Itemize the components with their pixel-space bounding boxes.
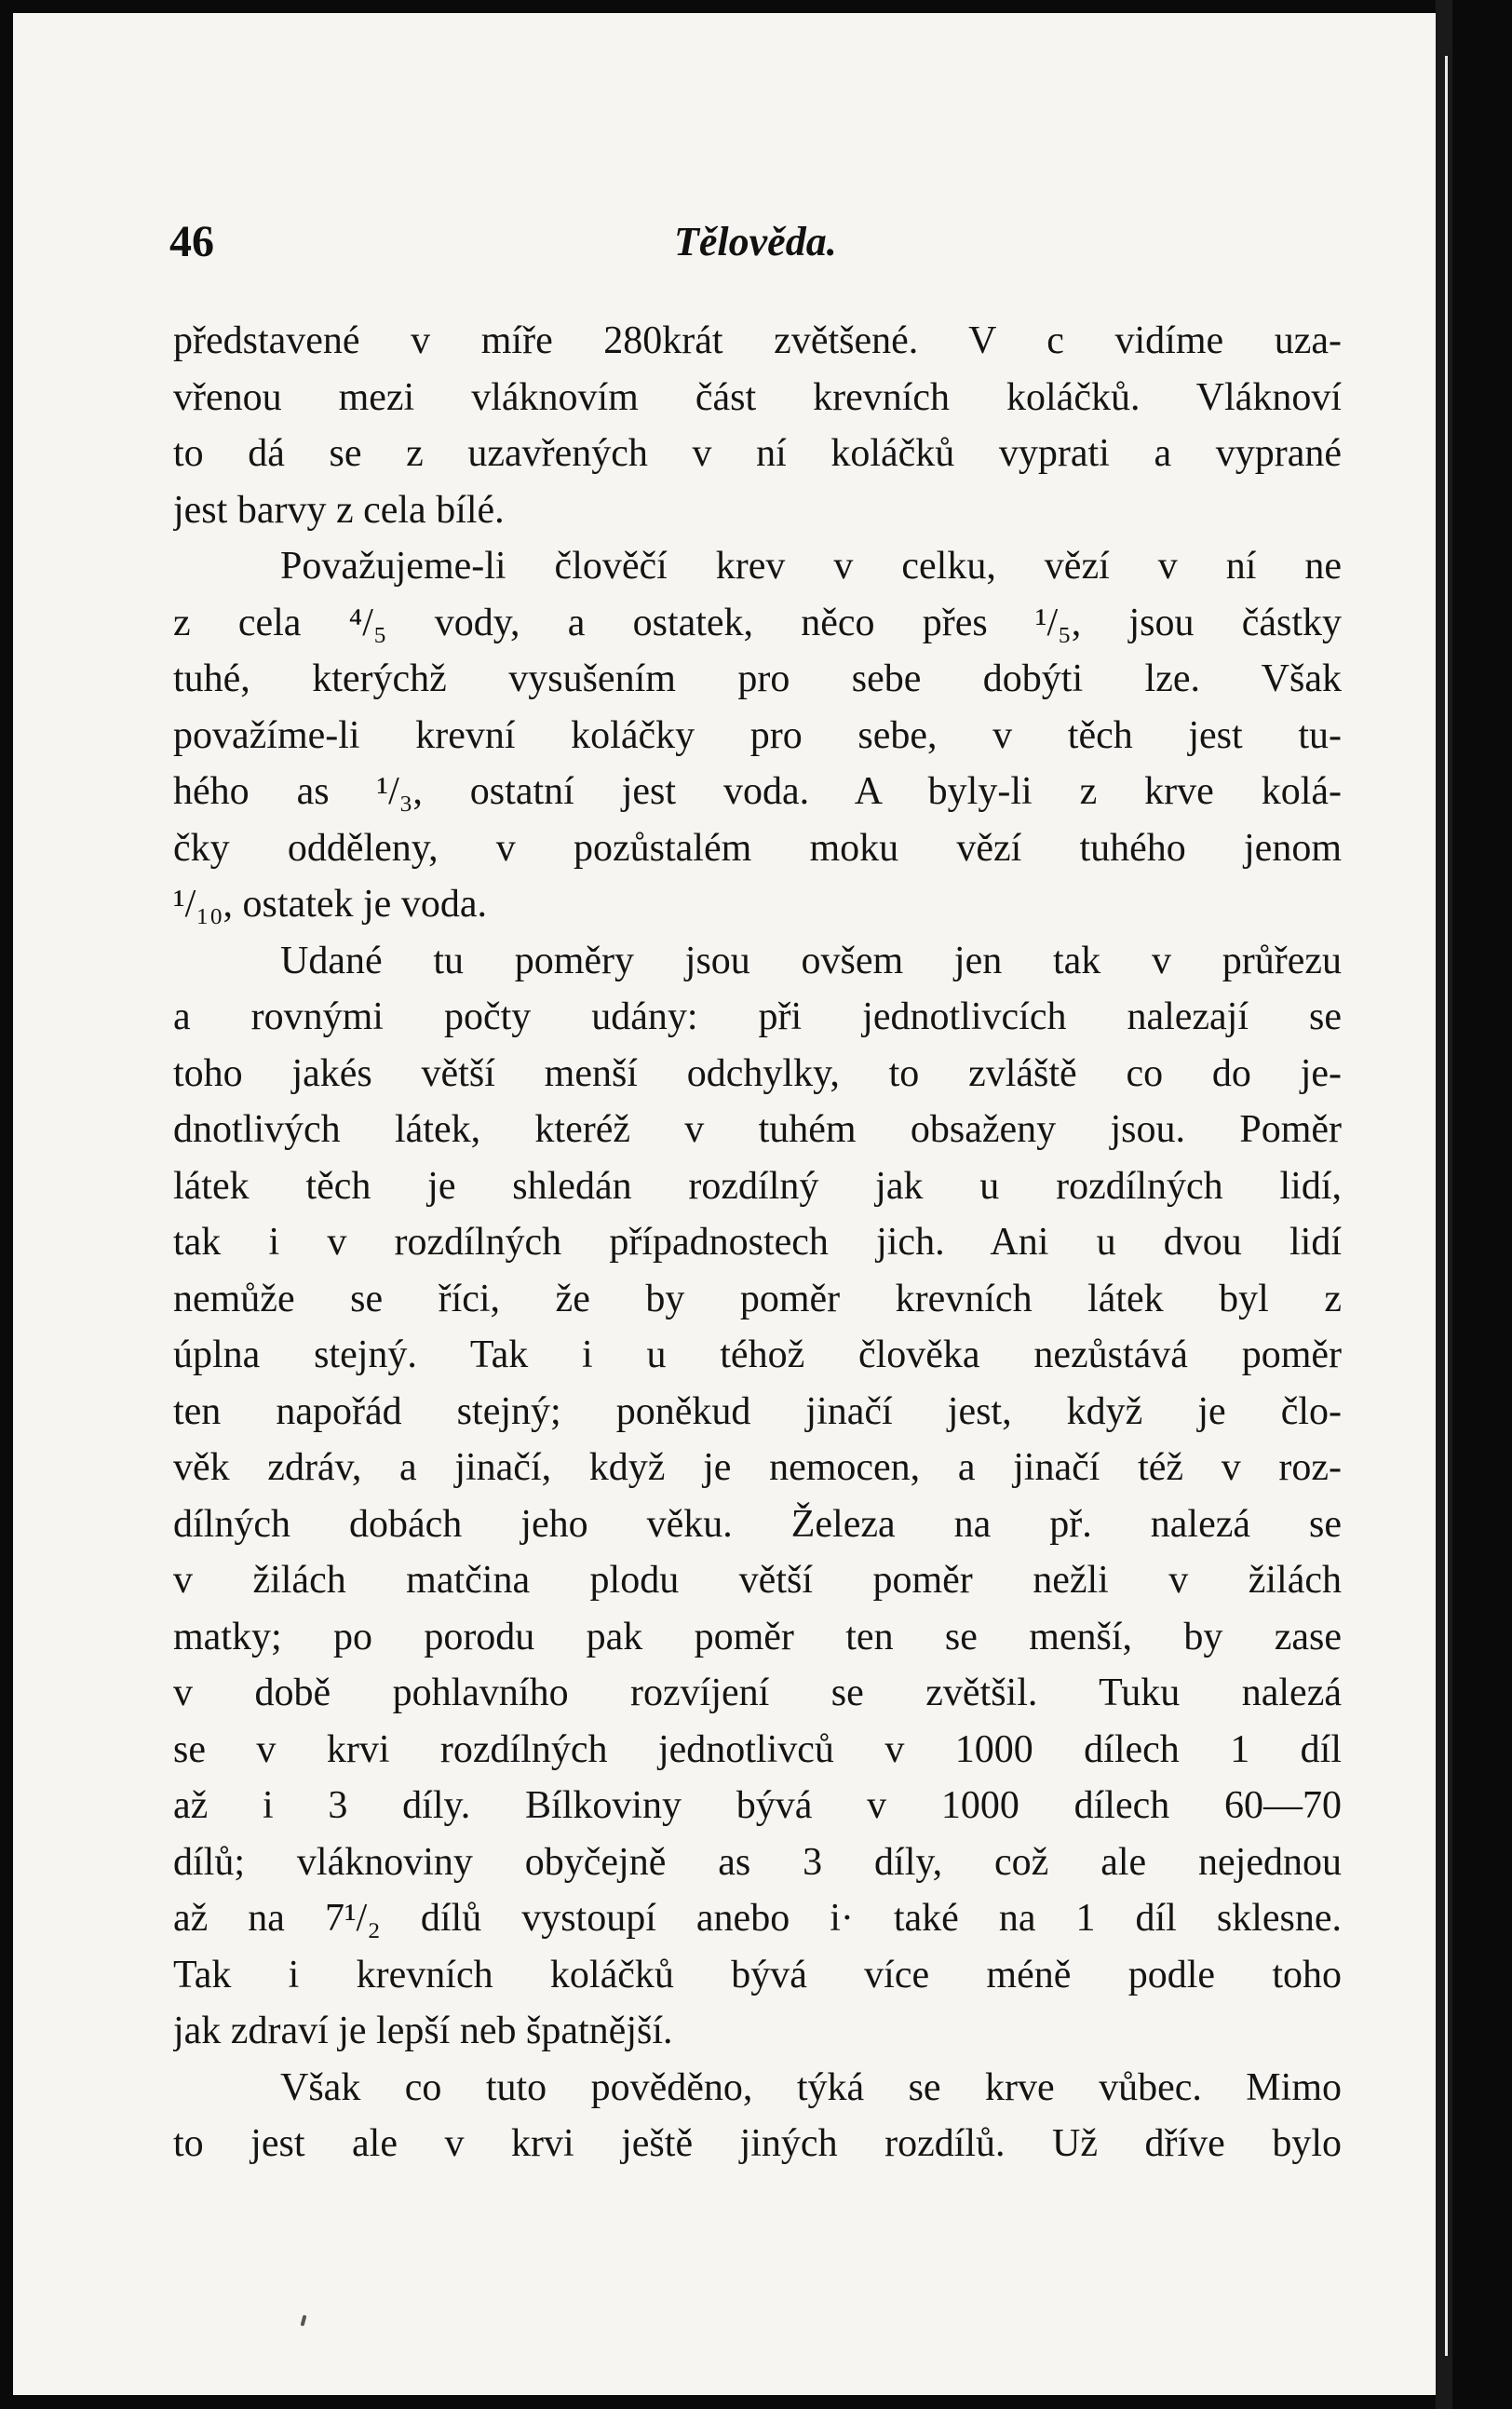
text-line: z cela ⁴/₅ vody, a ostatek, něco přes ¹/₅, jsou částky bbox=[173, 601, 1342, 644]
adjacent-page-edge bbox=[1436, 0, 1452, 2409]
text-line: tak i v rozdílných případnostech jich. Ani u dvou lidí bbox=[173, 1221, 1342, 1264]
page-header bbox=[162, 216, 1342, 272]
running-title: Tělověda. bbox=[674, 219, 837, 264]
book-page bbox=[13, 13, 1436, 2395]
text-line: dnotlivých látek, kteréž v tuhém obsaženy jsou. Poměr bbox=[173, 1108, 1342, 1151]
text-line: hého as ¹/₃, ostatní jest voda. A byly-li z krve kolá- bbox=[173, 770, 1342, 813]
page-number: 46 bbox=[169, 217, 214, 266]
text-line: čky odděleny, v pozůstalém moku vězí tuhého jenom bbox=[173, 826, 1342, 870]
text-line: ¹/₁₀, ostatek je voda. bbox=[173, 883, 487, 926]
text-line: vřenou mezi vláknovím část krevních koláčků. Vláknoví bbox=[173, 375, 1342, 419]
text-line: a rovnými počty udány: při jednotlivcích nalezají se bbox=[173, 995, 1342, 1038]
text-line: matky; po porodu pak poměr ten se menší, by zase bbox=[173, 1615, 1342, 1658]
text-line: se v krvi rozdílných jednotlivců v 1000 dílech 1 díl bbox=[173, 1727, 1342, 1771]
text-line: věk zdráv, a jinačí, když je nemocen, a jinačí též v roz- bbox=[173, 1446, 1342, 1489]
text-line: nemůže se říci, že by poměr krevních látek byl z bbox=[173, 1277, 1342, 1320]
body-text bbox=[173, 313, 1342, 2172]
text-line: představené v míře 280krát zvětšené. V c vidíme uza- bbox=[173, 319, 1342, 362]
text-line: v době pohlavního rozvíjení se zvětšil. Tuku nalezá bbox=[173, 1671, 1342, 1714]
text-line: považíme-li krevní koláčky pro sebe, v těch jest tu- bbox=[173, 713, 1342, 757]
text-line: úplna stejný. Tak i u téhož člověka nezůstává poměr bbox=[173, 1333, 1342, 1376]
text-line: látek těch je shledán rozdílný jak u rozdílných lidí, bbox=[173, 1164, 1342, 1208]
text-line: ten napořád stejný; poněkud jinačí jest, když je člo- bbox=[173, 1389, 1342, 1433]
text-line: to jest ale v krvi ještě jiných rozdílů. Už dříve bylo bbox=[173, 2122, 1342, 2165]
text-line: jak zdraví je lepší neb špatnější. bbox=[173, 2010, 673, 2052]
text-line: až i 3 díly. Bílkoviny bývá v 1000 dílech 60—70 bbox=[173, 1784, 1342, 1827]
page-edge-line bbox=[1445, 56, 1448, 2356]
text-line: dílů; vláknoviny obyčejně as 3 díly, což ale nejednou bbox=[173, 1840, 1342, 1884]
text-line: v žilách matčina plodu větší poměr nežli v žilách bbox=[173, 1559, 1342, 1602]
text-line: Však co tuto pověděno, týká se krve vůbec. Mimo bbox=[280, 2065, 1342, 2109]
text-line: dílných dobách jeho věku. Železa na př. nalezá se bbox=[173, 1502, 1342, 1546]
text-line: jest barvy z cela bílé. bbox=[173, 488, 505, 532]
text-line: to dá se z uzavřených v ní koláčků vyprati a vyprané bbox=[173, 432, 1342, 475]
text-line: tuhé, kterýchž vysušením pro sebe dobýti lze. Však bbox=[173, 657, 1342, 700]
text-line: toho jakés větší menší odchylky, to zvláště co do je- bbox=[173, 1051, 1342, 1095]
text-line: Udané tu poměry jsou ovšem jen tak v průřezu bbox=[280, 939, 1342, 982]
text-line: Tak i krevních koláčků bývá více méně podle toho bbox=[173, 1953, 1342, 1996]
text-line: až na 7¹/₂ dílů vystoupí anebo i· také na 1 díl sklesne. bbox=[173, 1897, 1342, 1940]
text-line: Považujeme-li člověčí krev v celku, vězí v ní ne bbox=[280, 545, 1342, 588]
ink-speck bbox=[301, 2315, 307, 2327]
